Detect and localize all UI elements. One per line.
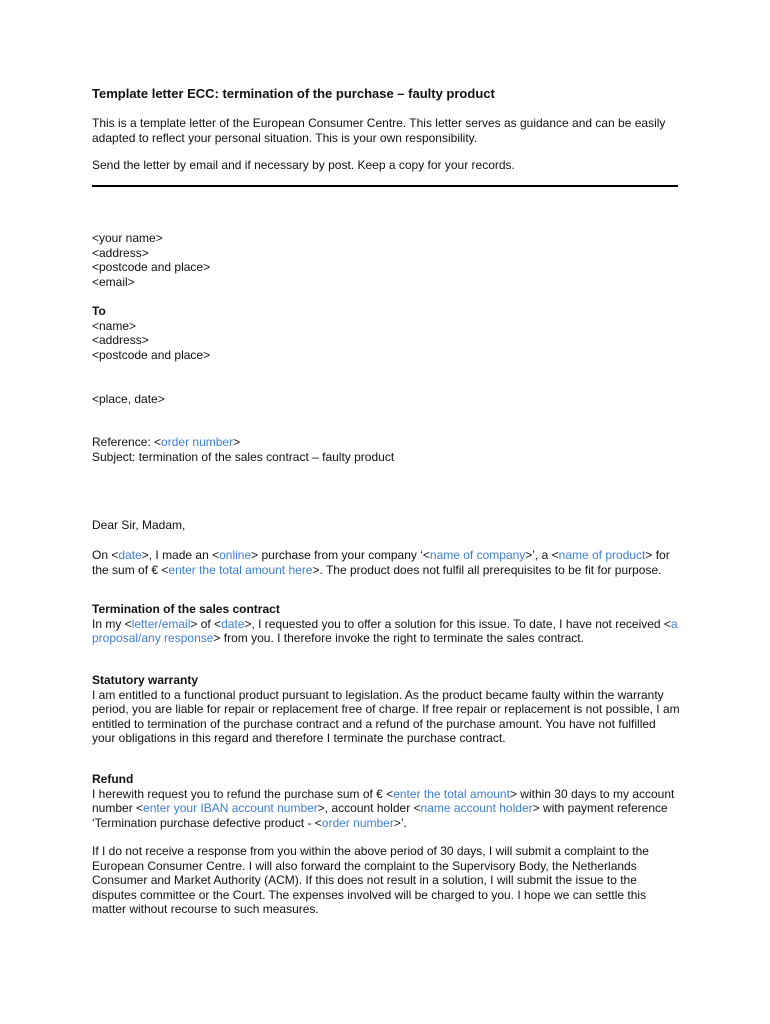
reference-block [92,435,682,464]
intro-paragraph: This is a template letter of the European Consumer Centre. This letter serves as guidance and can be easily adapted to reflect your personal situation. This is your own responsibility. [92,116,666,145]
termination-heading: Termination of the sales contract [92,602,280,616]
reference-line: Reference: <order number> [92,435,241,449]
recipient-postcode: <postcode and place> [92,347,211,362]
refund-text: I herewith request you to refund the purchase sum of € <enter the total amount> within 30 days to my account number <enter your IBAN account number>, account holder <name account holder> with payment reference ‘Termination purchase defective product - <order number>’. [92,786,675,830]
iban-placeholder: enter your IBAN account number [143,801,318,815]
opening-paragraph: On <date>, I made an <online> purchase from your company ‘<name of company>’, a <name of product> for the sum of € <enter the total amount here>. The product does not fulfil all prerequisites to be fit for purpose. [92,548,670,577]
product-placeholder: name of product [558,548,646,562]
sender-postcode: <postcode and place> [92,260,211,274]
amount-placeholder: enter the total amount here [168,562,313,577]
termination-date-placeholder: date [221,616,245,631]
warranty-heading: Statutory warranty [92,673,199,687]
document-title: Template letter ECC: termination of the purchase – faulty product [92,86,495,101]
divider [92,185,678,187]
termination-text: In my <letter/email> of <date>, I requested you to offer a solution for this issue. To date, I have not received <a proposal/any response> from you. I therefore invoke the right to terminate the sales contract. [92,616,678,645]
warranty-text: I am entitled to a functional product pursuant to legislation. As the product became faulty within the warranty period, you are liable for repair or replacement free of charge. If free repair or replacement is not possible, I am entitled to termination of the purchase contract and a refund of the purchase amount. You have not fulfilled your obligations in this regard and therefore I terminate the purchase contract. [92,687,680,745]
send-instruction: Send the letter by email and if necessary by post. Keep a copy for your records. [92,158,515,172]
recipient-address: <address> [92,333,149,347]
recipient-block [92,304,682,362]
place-date: <place, date> [92,392,165,406]
sender-name: <your name> [92,231,163,245]
sender-block [92,231,682,289]
recipient-name: <name> [92,318,137,333]
salutation: Dear Sir, Madam, [92,518,186,532]
account-holder-placeholder: name account holder [420,801,533,815]
letter-email-placeholder: letter/email [131,616,191,631]
closing-paragraph: If I do not receive a response from you within the above period of 30 days, I will submit a complaint to the European Consumer Centre. I will also forward the complaint to the Supervisory Body, the Netherlands Consumer and Market Authority (ACM). If this does not result in a solution, I will submit the issue to the disputes committee or the Court. The expenses involved will be charged to you. I hope we can settle this matter without recourse to such measures. [92,844,649,916]
subject-line: Subject: termination of the sales contract – faulty product [92,449,395,464]
warranty-section [92,673,682,746]
date-placeholder: date [118,548,142,562]
proposal-placeholder: a proposal/any response [92,616,678,645]
online-placeholder: online [219,548,252,562]
order-number-placeholder: order number [161,435,234,449]
refund-amount-placeholder: enter the total amount [393,786,510,801]
termination-section [92,602,682,646]
company-placeholder: name of company [429,548,526,562]
to-label: To [92,304,106,318]
sender-address: <address> [92,245,149,260]
refund-order-placeholder: order number [321,815,394,830]
refund-heading: Refund [92,772,134,786]
refund-section [92,772,682,830]
sender-email: <email> [92,274,135,289]
